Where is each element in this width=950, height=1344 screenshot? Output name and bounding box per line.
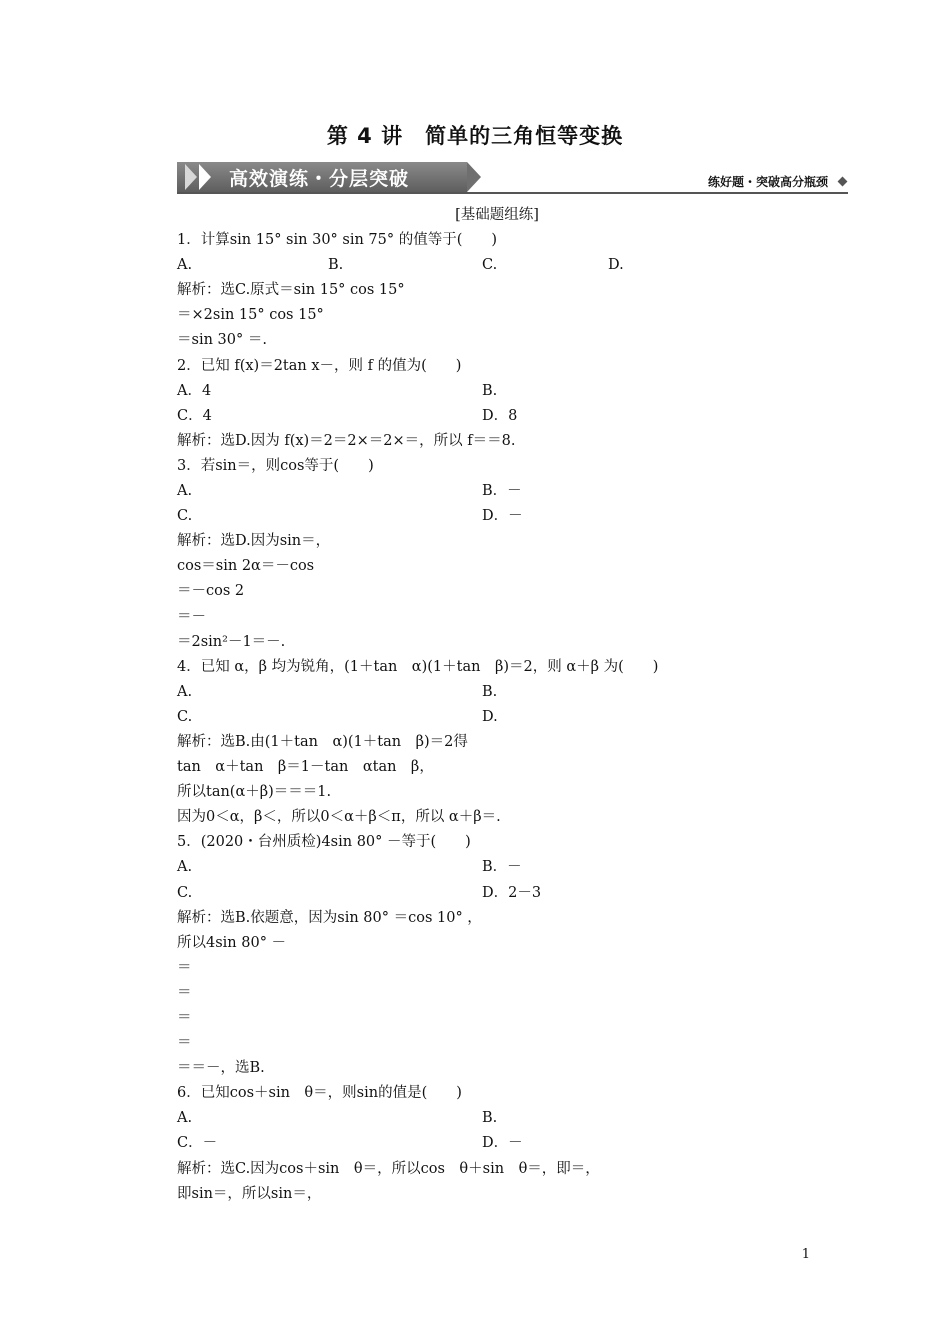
question-stem: 5．(2020・台州质检)4sin 80° －等于( ) (177, 834, 471, 851)
banner-divider (177, 192, 848, 194)
solution-line: 因为0＜α，β＜，所以0＜α＋β＜π，所以 α＋β＝. (177, 809, 501, 826)
question-stem: 6．已知cos＋sin θ＝，则sin的值是( ) (177, 1085, 462, 1102)
options-row (177, 705, 817, 730)
solution-line: 解析：选D.因为sin＝， (177, 533, 331, 550)
option-c: C．－ (177, 1135, 218, 1152)
option-b: B. (328, 257, 344, 274)
solution-line: cos＝sin 2α＝－cos (177, 558, 315, 575)
question-stem: 1．计算sin 15° sin 30° sin 75° 的值等于( ) (177, 232, 498, 249)
options-row (177, 253, 817, 278)
solution-line: 所以4sin 80° － (177, 934, 287, 951)
option-a: A. (177, 483, 193, 500)
option-d: D．－ (482, 1135, 523, 1152)
page-number: 1 (801, 1247, 810, 1262)
solution-line: ＝sin 30° ＝. (177, 332, 267, 349)
solution-line: ＝ (177, 984, 192, 1001)
banner-title: 高效演练・分层突破 (229, 168, 410, 190)
solution-line: 解析：选C.因为cos＋sin θ＝，所以cos θ＋sin θ＝，即＝， (177, 1160, 600, 1177)
solution-line: ＝－cos 2 (177, 583, 245, 600)
options-row (177, 1106, 817, 1131)
solution-line: ＝ (177, 959, 192, 976)
option-d: D．8 (482, 407, 518, 424)
option-b: B．－ (482, 483, 522, 500)
option-d: D. (482, 708, 498, 725)
options-row (177, 680, 817, 705)
options-row (177, 1131, 817, 1156)
option-c: C. (482, 257, 498, 274)
option-b: B．－ (482, 859, 522, 876)
option-d: D. (608, 257, 624, 274)
option-a: A. (177, 257, 193, 274)
option-a: A. (177, 1110, 193, 1127)
option-c: C. (177, 508, 193, 525)
options-row (177, 855, 817, 880)
solution-line: ＝2sin²－1＝－. (177, 633, 286, 650)
option-d: D．2－3 (482, 884, 542, 901)
option-a: A. (177, 683, 193, 700)
options-row (177, 379, 817, 404)
section-banner (177, 162, 848, 196)
solution-line: ＝ (177, 1035, 192, 1052)
solution-line: 解析：选B.由(1＋tan α)(1＋tan β)＝2得 (177, 733, 468, 750)
option-a: A. (177, 859, 193, 876)
solution-line: 解析：选D.因为 f(x)＝2＝2×＝2×＝，所以 f＝＝8. (177, 432, 516, 449)
option-a: A．4 (177, 382, 212, 399)
solution-line: ＝－ (177, 608, 206, 625)
solution-line: 解析：选B.依题意，因为sin 80° ＝cos 10° ， (177, 909, 482, 926)
chevron-right-icon (199, 164, 211, 190)
banner-subtitle: 练好题・突破高分瓶颈 (707, 175, 828, 189)
solution-line: 解析：选C.原式＝sin 15° cos 15° (177, 282, 405, 299)
options-row (177, 479, 817, 504)
solution-line: ＝×2sin 15° cos 15° (177, 307, 324, 324)
option-b: B. (482, 683, 498, 700)
options-row (177, 881, 817, 906)
option-c: C．4 (177, 407, 212, 424)
question-stem: 3．若sin＝，则cos等于( ) (177, 457, 374, 474)
option-d: D．－ (482, 508, 523, 525)
solution-line: ＝ (177, 1010, 192, 1026)
options-row (177, 504, 817, 529)
solution-line: tan α＋tan β＝1－tan αtan β， (177, 759, 434, 776)
solution-line: 即sin＝，所以sin＝， (177, 1185, 322, 1202)
section-heading: [基础题组练] (455, 207, 539, 223)
option-b: B. (482, 1110, 498, 1127)
diamond-icon (838, 177, 848, 187)
option-c: C. (177, 884, 193, 901)
banner-bar (177, 162, 467, 192)
page-title: 第 4 讲 简单的三角恒等变换 (326, 124, 624, 148)
solution-line: 所以tan(α＋β)＝＝＝1. (177, 784, 332, 801)
question-stem: 2．已知 f(x)＝2tan x－，则 f 的值为( ) (177, 357, 462, 374)
chevron-right-icon (185, 164, 197, 190)
solution-line: ＝＝－，选B. (177, 1060, 265, 1077)
options-row (177, 404, 817, 429)
question-stem: 4．已知 α，β 均为锐角，(1＋tan α)(1＋tan β)＝2，则 α＋β 为( ) (177, 658, 659, 675)
document-body (177, 203, 817, 1207)
option-b: B. (482, 382, 498, 399)
option-c: C. (177, 708, 193, 725)
